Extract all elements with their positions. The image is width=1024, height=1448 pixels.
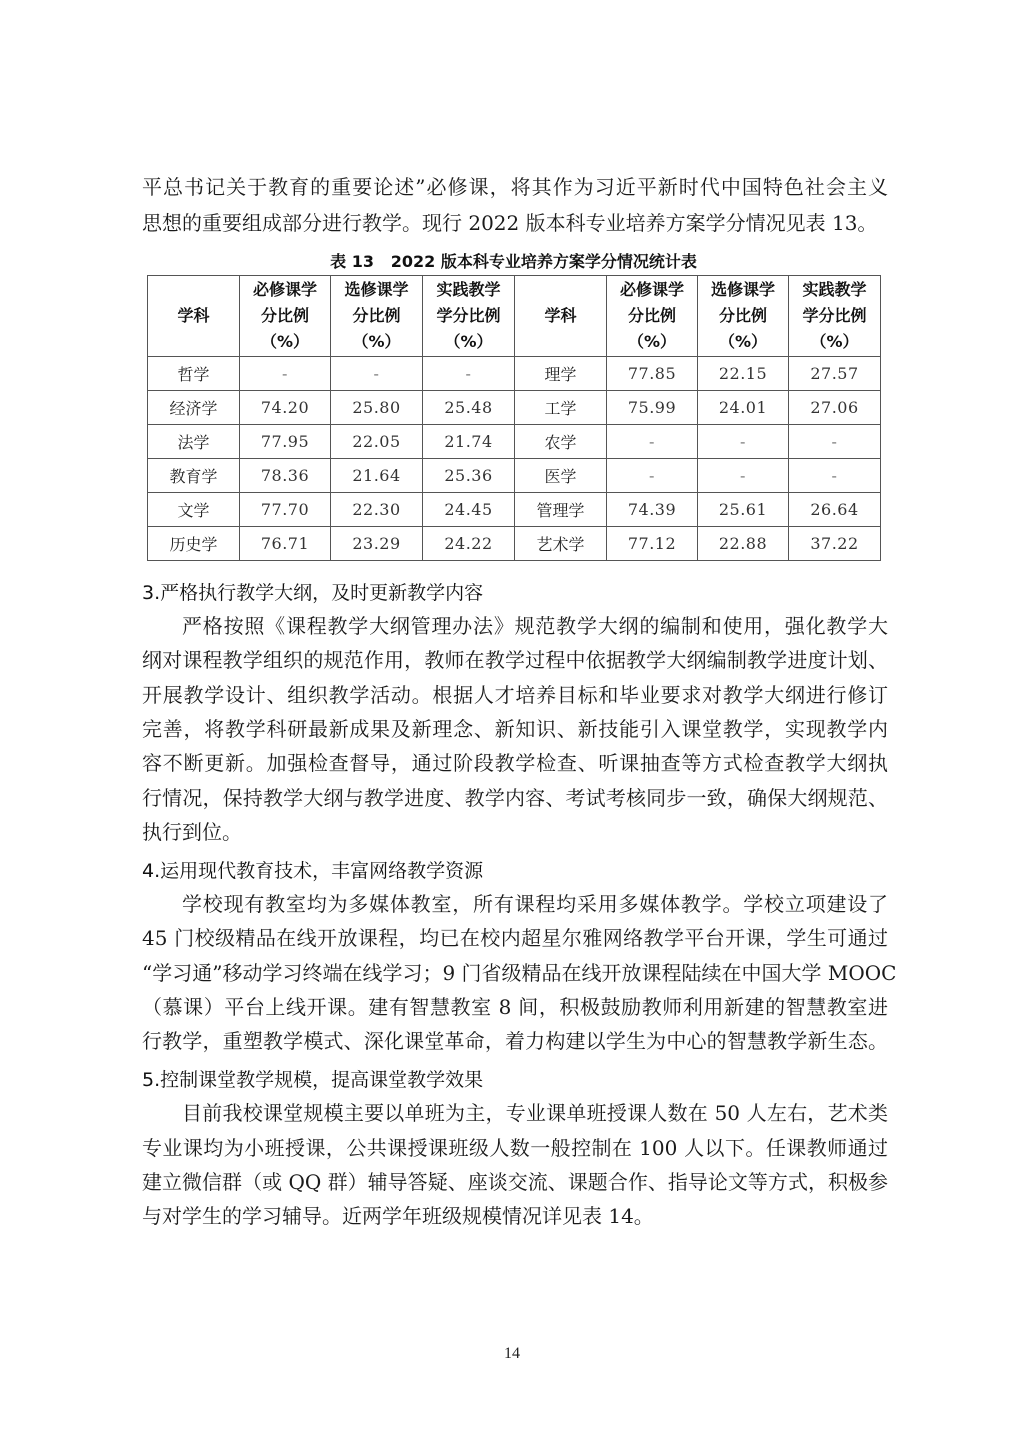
intro-line: 思想的重要组成部分进行教学。现行 2022 版本科专业培养方案学分情况见表 13。 — [142, 211, 878, 235]
ratio-cell: 37.22 — [789, 527, 881, 561]
ratio-cell: - — [331, 357, 423, 391]
subject-cell: 历史学 — [148, 527, 240, 561]
intro-line: 平总书记关于教育的重要论述”必修课，将其作为习近平新时代中国特色社会主义 — [142, 175, 888, 199]
ratio-cell: - — [607, 459, 698, 493]
body-line: 与对学生的学习辅导。近两学年班级规模情况详见表 14。 — [142, 1204, 654, 1228]
ratio-cell: 78.36 — [240, 459, 331, 493]
ratio-cell: 75.99 — [607, 391, 698, 425]
header-subject: 学科 — [148, 276, 240, 357]
body-line: 容不断更新。加强检查督导，通过阶段教学检查、听课抽查等方式检查教学大纲执 — [142, 751, 888, 775]
ratio-cell: 27.06 — [789, 391, 881, 425]
ratio-cell: 25.61 — [698, 493, 789, 527]
table-row — [148, 527, 881, 561]
section-heading: 4.运用现代教育技术，丰富网络教学资源 — [142, 860, 484, 882]
credits-table — [147, 275, 881, 561]
ratio-cell: 74.39 — [607, 493, 698, 527]
table-row — [148, 357, 881, 391]
body-line: 建立微信群（或 QQ 群）辅导答疑、座谈交流、课题合作、指导论文等方式，积极参 — [142, 1170, 888, 1194]
body-line: 开展教学设计、组织教学活动。根据人才培养目标和毕业要求对教学大纲进行修订 — [142, 683, 888, 707]
ratio-cell: - — [789, 425, 881, 459]
ratio-cell: - — [698, 459, 789, 493]
table-row — [148, 493, 881, 527]
ratio-cell: 77.85 — [607, 357, 698, 391]
ratio-cell: 23.29 — [331, 527, 423, 561]
subject-cell: 经济学 — [148, 391, 240, 425]
body-line: 专业课均为小班授课，公共课授课班级人数一般控制在 100 人以下。任课教师通过 — [142, 1136, 888, 1160]
ratio-cell: 21.74 — [423, 425, 515, 459]
ratio-cell: 26.64 — [789, 493, 881, 527]
body-line: 学校现有教室均为多媒体教室，所有课程均采用多媒体教学。学校立项建设了 — [182, 892, 888, 916]
subject-cell: 哲学 — [148, 357, 240, 391]
ratio-cell: 21.64 — [331, 459, 423, 493]
ratio-cell: 74.20 — [240, 391, 331, 425]
subject-cell: 农学 — [515, 425, 607, 459]
body-line: 严格按照《课程教学大纲管理办法》规范教学大纲的编制和使用，强化教学大 — [182, 614, 888, 638]
ratio-cell: 77.70 — [240, 493, 331, 527]
ratio-cell: 24.22 — [423, 527, 515, 561]
ratio-cell: - — [423, 357, 515, 391]
subject-cell: 管理学 — [515, 493, 607, 527]
ratio-cell: - — [698, 425, 789, 459]
ratio-cell: 25.36 — [423, 459, 515, 493]
page-number: 14 — [504, 1345, 520, 1362]
header-elective-ratio: 选修课学 分比例 （%） — [698, 276, 789, 357]
body-line: 45 门校级精品在线开放课程，均已在校内超星尔雅网络教学平台开课，学生可通过 — [142, 926, 888, 950]
body-line: 目前我校课堂规模主要以单班为主，专业课单班授课人数在 50 人左右，艺术类 — [182, 1101, 888, 1125]
body-line: “学习通”移动学习终端在线学习；9 门省级精品在线开放课程陆续在中国大学 MOOC — [142, 961, 897, 985]
ratio-cell: 24.45 — [423, 493, 515, 527]
table-row — [148, 459, 881, 493]
header-required-ratio: 必修课学 分比例 （%） — [240, 276, 331, 357]
ratio-cell: 22.05 — [331, 425, 423, 459]
subject-cell: 工学 — [515, 391, 607, 425]
body-line: 完善，将教学科研最新成果及新理念、新知识、新技能引入课堂教学，实现教学内 — [142, 717, 888, 741]
subject-cell: 法学 — [148, 425, 240, 459]
subject-cell: 文学 — [148, 493, 240, 527]
header-elective-ratio: 选修课学 分比例 （%） — [331, 276, 423, 357]
body-line: 行教学，重塑教学模式、深化课堂革命，着力构建以学生为中心的智慧教学新生态。 — [142, 1029, 888, 1053]
header-practice-ratio: 实践教学 学分比例 （%） — [789, 276, 881, 357]
ratio-cell: 25.80 — [331, 391, 423, 425]
table-row — [148, 391, 881, 425]
ratio-cell: 22.15 — [698, 357, 789, 391]
section-heading: 5.控制课堂教学规模，提高课堂教学效果 — [142, 1069, 484, 1091]
body-line: 行情况，保持教学大纲与教学进度、教学内容、考试考核同步一致，确保大纲规范、 — [142, 786, 888, 810]
ratio-cell: 76.71 — [240, 527, 331, 561]
header-subject: 学科 — [515, 276, 607, 357]
subject-cell: 教育学 — [148, 459, 240, 493]
table-row — [148, 425, 881, 459]
header-required-ratio: 必修课学 分比例 （%） — [607, 276, 698, 357]
ratio-cell: - — [240, 357, 331, 391]
ratio-cell: 22.30 — [331, 493, 423, 527]
body-line: 执行到位。 — [142, 820, 242, 844]
ratio-cell: 24.01 — [698, 391, 789, 425]
body-line: 纲对课程教学组织的规范作用，教师在教学过程中依据教学大纲编制教学进度计划、 — [142, 648, 888, 672]
subject-cell: 艺术学 — [515, 527, 607, 561]
ratio-cell: 77.12 — [607, 527, 698, 561]
subject-cell: 医学 — [515, 459, 607, 493]
subject-cell: 理学 — [515, 357, 607, 391]
ratio-cell: 22.88 — [698, 527, 789, 561]
table-caption: 表 13 2022 版本科专业培养方案学分情况统计表 — [330, 252, 697, 271]
ratio-cell: 27.57 — [789, 357, 881, 391]
table-header-row — [148, 276, 881, 357]
ratio-cell: - — [607, 425, 698, 459]
header-practice-ratio: 实践教学 学分比例 （%） — [423, 276, 515, 357]
ratio-cell: 77.95 — [240, 425, 331, 459]
ratio-cell: - — [789, 459, 881, 493]
section-heading: 3.严格执行教学大纲，及时更新教学内容 — [142, 582, 484, 604]
body-line: （慕课）平台上线开课。建有智慧教室 8 间，积极鼓励教师利用新建的智慧教室进 — [142, 995, 888, 1019]
ratio-cell: 25.48 — [423, 391, 515, 425]
